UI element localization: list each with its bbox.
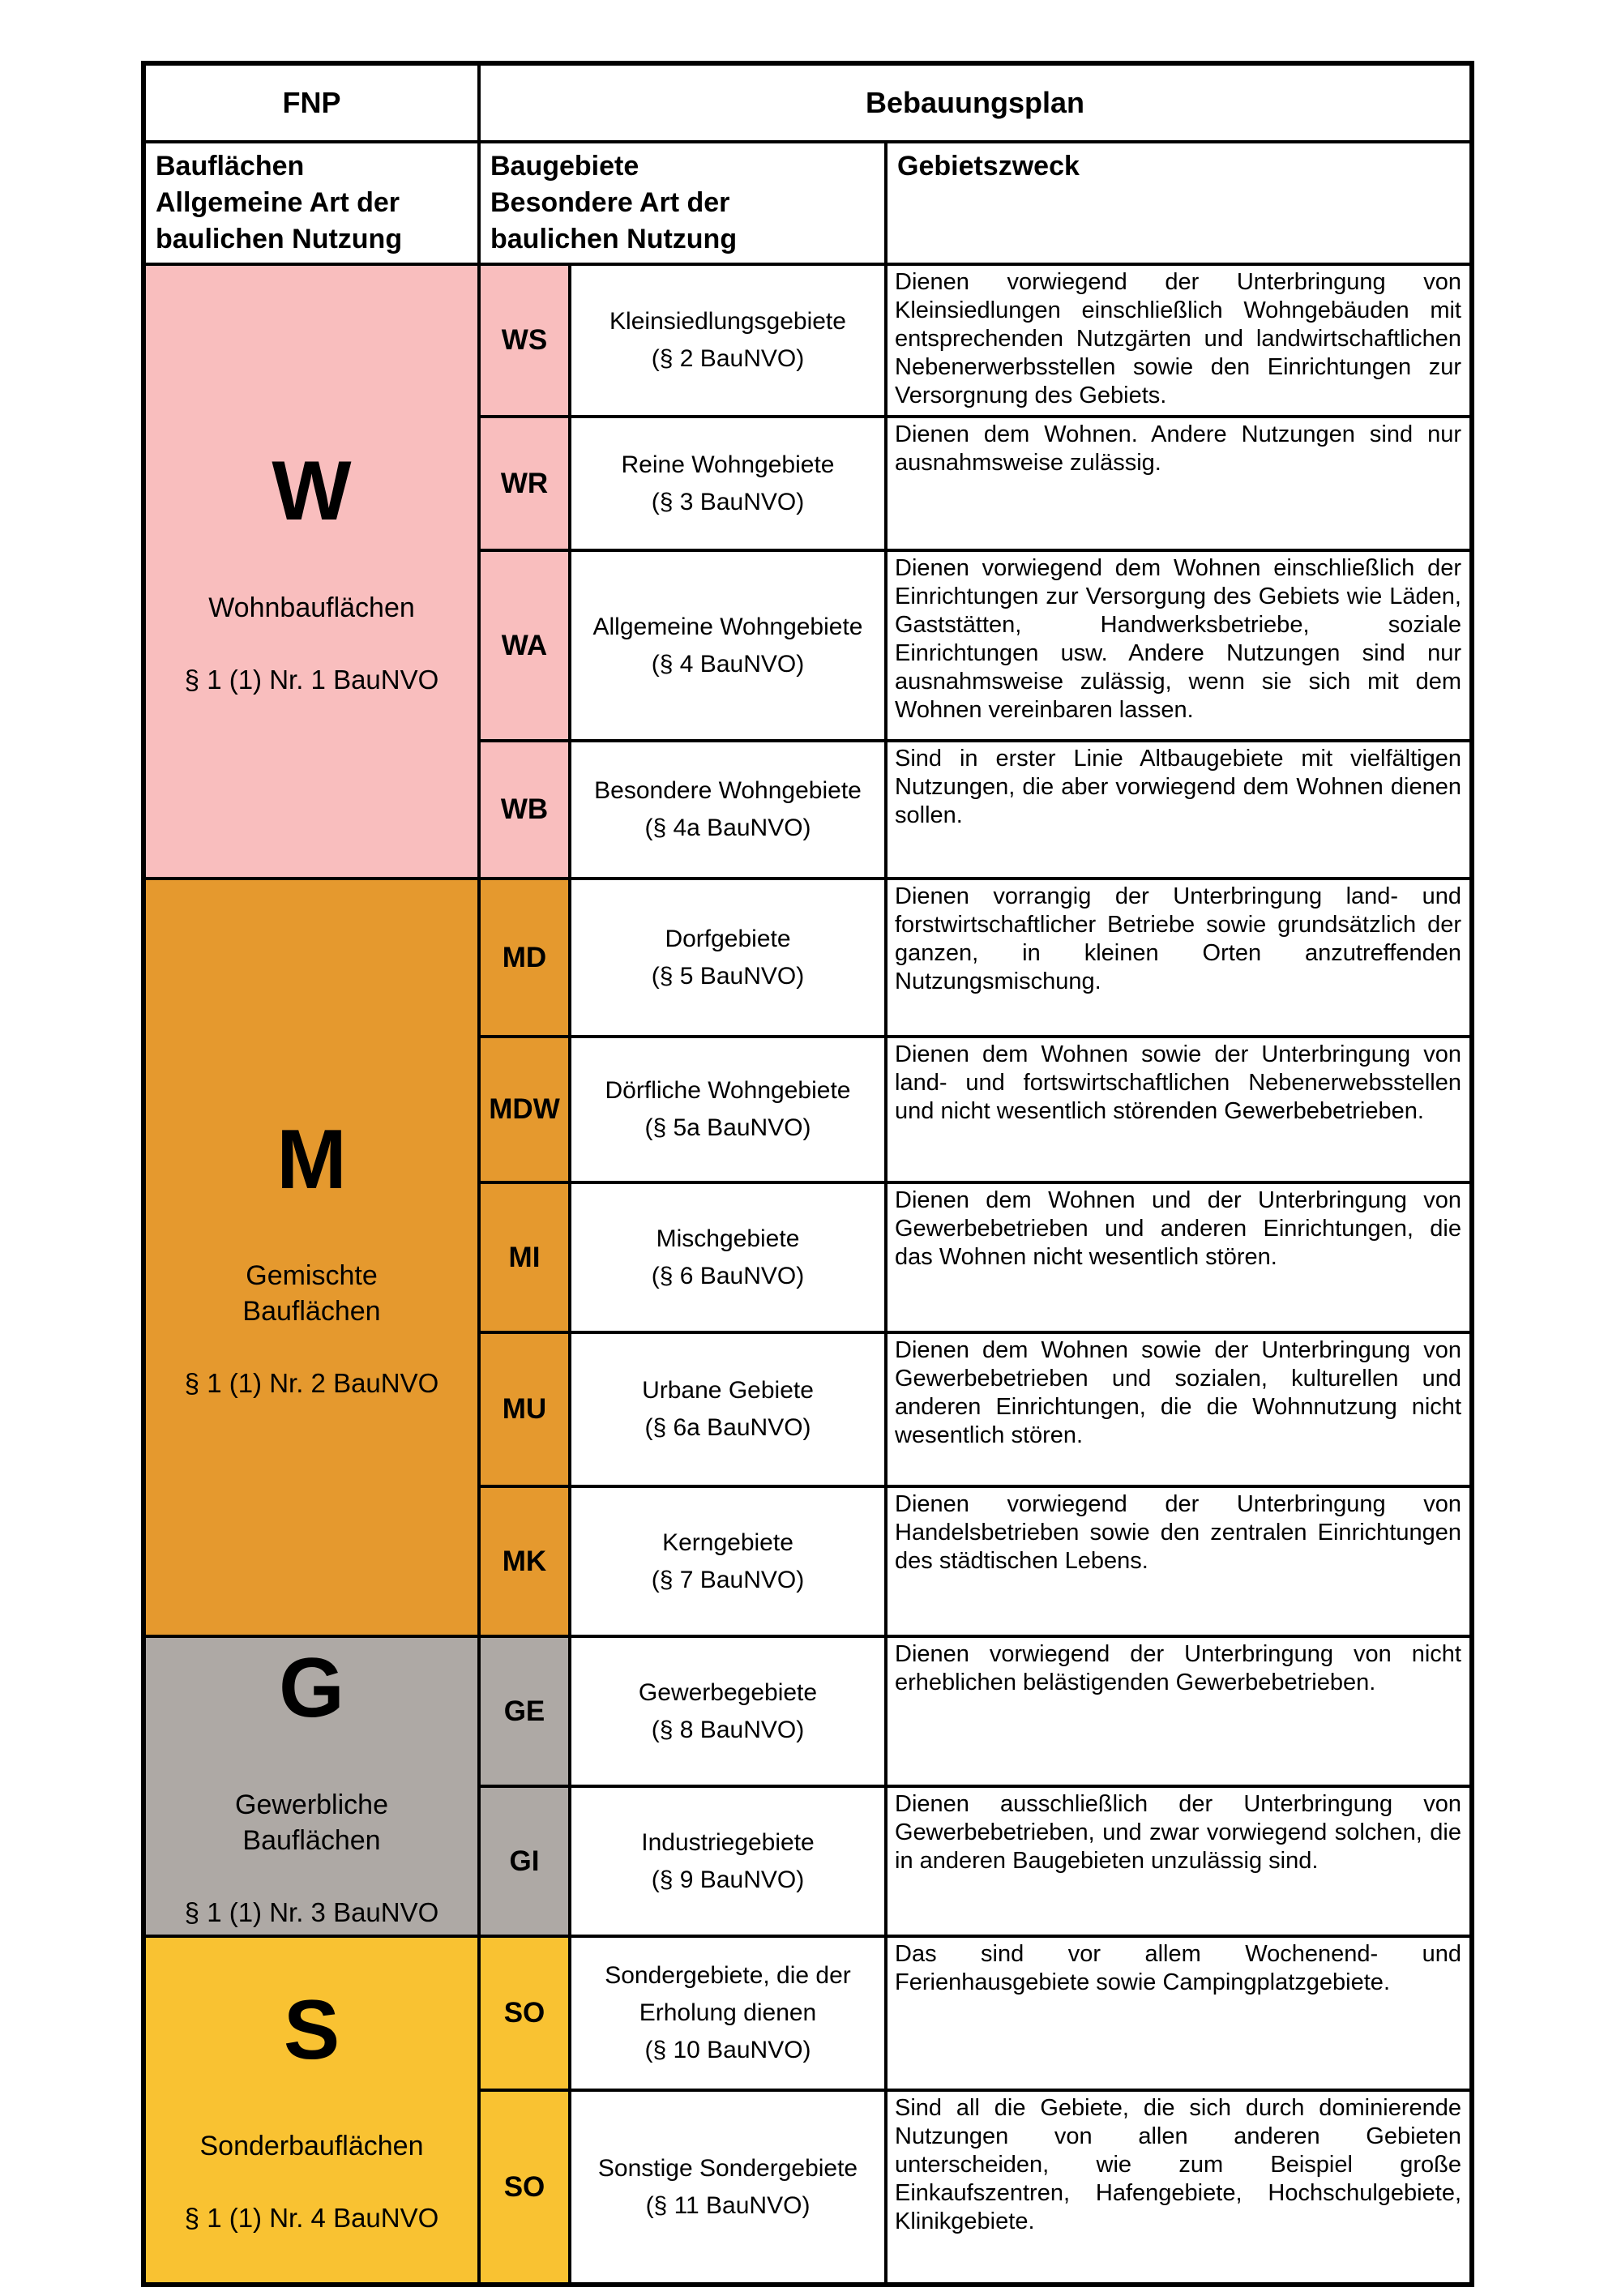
code-cell: WR xyxy=(479,417,570,550)
code-cell: GE xyxy=(479,1636,570,1786)
desc-cell: Dienen vorwiegend der Unterbringung von Kleinsiedlungen einschließlich Wohngebäuden mit entsprechenden Nutzgärten und landwirtschaftlichen Nebenerwerbsstellen sowie den Einrichtungen zur Versorgnung des Gebiets. xyxy=(886,264,1472,417)
name-cell xyxy=(570,1936,886,2090)
name-line: (§ 9 BauNVO) xyxy=(651,1866,805,1893)
desc-cell: Dienen vorwiegend der Unterbringung von Handelsbetrieben sowie den zentralen Einrichtungen des städtischen Lebens. xyxy=(886,1486,1472,1636)
desc-cell: Dienen dem Wohnen sowie der Unterbringung von Gewerbebetrieben und sozialen, kulturellen und anderen Einrichtungen, die die Wohnnutzung nicht wesentlich stören. xyxy=(886,1332,1472,1486)
group-label-g xyxy=(146,1787,477,1858)
desc-cell: Dienen dem Wohnen. Andere Nutzungen sind nur ausnahmsweise zulässig. xyxy=(886,417,1472,550)
desc-cell: Dienen vorwiegend der Unterbringung von nicht erheblichen belästigenden Gewerbebetrieben. xyxy=(886,1636,1472,1786)
group-cell-m xyxy=(143,879,479,1636)
name-line: (§ 10 BauNVO) xyxy=(644,2037,811,2063)
name-line: (§ 4 BauNVO) xyxy=(651,650,805,678)
name-line: (§ 4a BauNVO) xyxy=(644,815,811,841)
group-cell-w xyxy=(143,264,479,879)
desc-cell: Dienen vorwiegend dem Wohnen einschließlich der Einrichtungen zur Versorgung des Gebiets wie Läden, Gaststätten, Handwerksbetriebe, soziale Einrichtungen usw. Andere Nutzungen sind nur ausnahmsweise zulässig, wenn sie sich mit dem Wohnen vereinbaren lassen. xyxy=(886,550,1472,741)
code-cell: MI xyxy=(479,1182,570,1332)
name-line: (§ 5a BauNVO) xyxy=(644,1114,811,1141)
header-line: baulichen Nutzung xyxy=(490,224,738,254)
fnp-bebauungsplan-table xyxy=(141,61,1474,2287)
name-line: (§ 11 BauNVO) xyxy=(645,2191,810,2219)
desc-cell: Dienen vorrangig der Unterbringung land- und forstwirtschaftlicher Betriebe sowie grundsätzlich der ganzen, in kleinen Orten anzutreffenden Nutzungsmischung. xyxy=(886,879,1472,1037)
name-line: Allgemeine Wohngebiete xyxy=(592,613,863,640)
group-letter-w: W xyxy=(272,444,352,539)
header-baugebiete xyxy=(479,142,886,264)
desc-cell: Sind all die Gebiete, die sich durch dominierende Nutzungen von allen anderen Gebieten unterscheiden, wie zum Beispiel große Einkaufszentren, Hafengebiete, Hochschulgebiete, Klinikgebiete. xyxy=(886,2090,1472,2285)
table-row xyxy=(143,879,1472,1037)
name-line: Dörfliche Wohngebiete xyxy=(605,1077,851,1104)
name-line: (§ 5 BauNVO) xyxy=(651,962,805,990)
name-cell xyxy=(570,264,886,417)
name-cell xyxy=(570,1636,886,1786)
name-cell xyxy=(570,741,886,879)
group-ref-s: § 1 (1) Nr. 4 BauNVO xyxy=(184,2203,439,2234)
name-line: Gewerbegebiete xyxy=(638,1678,818,1706)
name-cell xyxy=(570,1037,886,1182)
group-label-w: Wohnbauflächen xyxy=(208,592,415,623)
header-fnp: FNP xyxy=(143,63,479,142)
group-label-m xyxy=(146,1258,477,1329)
code-cell: GI xyxy=(479,1786,570,1936)
header-line: Baugebiete xyxy=(490,151,639,182)
name-line: Kleinsiedlungsgebiete xyxy=(609,308,846,335)
header-bauflaechen xyxy=(143,142,479,264)
name-cell xyxy=(570,2090,886,2285)
group-cell-g xyxy=(143,1636,479,1936)
table-row xyxy=(143,264,1472,417)
code-cell: MDW xyxy=(479,1037,570,1182)
name-line: Reine Wohngebiete xyxy=(621,451,835,478)
group-letter-m: M xyxy=(276,1112,347,1207)
code-cell: SO xyxy=(479,1936,570,2090)
group-ref-m: § 1 (1) Nr. 2 BauNVO xyxy=(184,1368,439,1399)
name-line: Besondere Wohngebiete xyxy=(594,777,862,804)
desc-cell: Dienen dem Wohnen sowie der Unterbringung von land- und fortswirtschaftlichen Nebenerwebsstellen und nicht wesentlich störenden Gewerbebetrieben. xyxy=(886,1037,1472,1182)
name-line: Erholung dienen xyxy=(639,1999,817,2026)
group-letter-g: G xyxy=(279,1641,344,1736)
name-line: Mischgebiete xyxy=(656,1225,800,1252)
name-line: Sonstige Sondergebiete xyxy=(597,2154,858,2182)
name-line: Urbane Gebiete xyxy=(642,1377,814,1404)
group-label-s: Sonderbauflächen xyxy=(199,2131,424,2162)
table-header-row-1 xyxy=(143,63,1472,142)
name-cell xyxy=(570,1182,886,1332)
header-gebietszweck: Gebietszweck xyxy=(886,142,1472,264)
desc-cell: Das sind vor allem Wochenend- und Ferienhausgebiete sowie Campingplatzgebiete. xyxy=(886,1936,1472,2090)
code-cell: SO xyxy=(479,2090,570,2285)
group-letter-s: S xyxy=(283,1982,340,2077)
group-label-line: Bauflächen xyxy=(242,1296,381,1328)
desc-cell: Sind in erster Linie Altbaugebiete mit vielfältigen Nutzungen, die aber vorwiegend dem Wohnen dienen sollen. xyxy=(886,741,1472,879)
table-row xyxy=(143,1636,1472,1786)
code-cell: MU xyxy=(479,1332,570,1486)
name-cell xyxy=(570,417,886,550)
name-cell xyxy=(570,550,886,741)
group-label-line: Gemischte xyxy=(246,1260,378,1292)
name-line: Dorfgebiete xyxy=(665,925,791,952)
header-line: Bauflächen xyxy=(156,151,305,182)
header-bebauungsplan: Bebauungsplan xyxy=(479,63,1472,142)
group-ref-w: § 1 (1) Nr. 1 BauNVO xyxy=(184,664,439,695)
code-cell: WA xyxy=(479,550,570,741)
name-cell xyxy=(570,879,886,1037)
table-row xyxy=(143,1936,1472,2090)
table-header-row-2 xyxy=(143,142,1472,264)
name-line: (§ 6 BauNVO) xyxy=(651,1262,805,1289)
name-line: (§ 3 BauNVO) xyxy=(651,488,805,515)
name-line: Industriegebiete xyxy=(641,1828,815,1856)
header-line: baulichen Nutzung xyxy=(156,224,403,254)
header-line: Besondere Art der xyxy=(490,187,730,218)
desc-cell: Dienen ausschließlich der Unterbringung von Gewerbebetrieben, und zwar vorwiegend solchen, die in anderen Baugebieten unzulässig sind. xyxy=(886,1786,1472,1936)
name-cell xyxy=(570,1786,886,1936)
group-label-line: Bauflächen xyxy=(242,1824,381,1856)
name-line: (§ 6a BauNVO) xyxy=(644,1414,811,1441)
name-cell xyxy=(570,1486,886,1636)
name-line: Sondergebiete, die der xyxy=(605,1962,851,1989)
group-ref-g: § 1 (1) Nr. 3 BauNVO xyxy=(184,1896,439,1927)
code-cell: WB xyxy=(479,741,570,879)
header-line: Allgemeine Art der xyxy=(156,187,400,218)
name-line: (§ 8 BauNVO) xyxy=(651,1716,805,1743)
name-line: Kerngebiete xyxy=(662,1529,793,1556)
code-cell: MK xyxy=(479,1486,570,1636)
group-label-line: Gewerbliche xyxy=(235,1789,388,1820)
code-cell: WS xyxy=(479,264,570,417)
desc-cell: Dienen dem Wohnen und der Unterbringung von Gewerbebetrieben und anderen Einrichtungen, die das Wohnen nicht wesentlich stören. xyxy=(886,1182,1472,1332)
name-line: (§ 7 BauNVO) xyxy=(651,1566,805,1593)
group-cell-s xyxy=(143,1936,479,2285)
name-line: (§ 2 BauNVO) xyxy=(651,345,805,372)
name-cell xyxy=(570,1332,886,1486)
code-cell: MD xyxy=(479,879,570,1037)
